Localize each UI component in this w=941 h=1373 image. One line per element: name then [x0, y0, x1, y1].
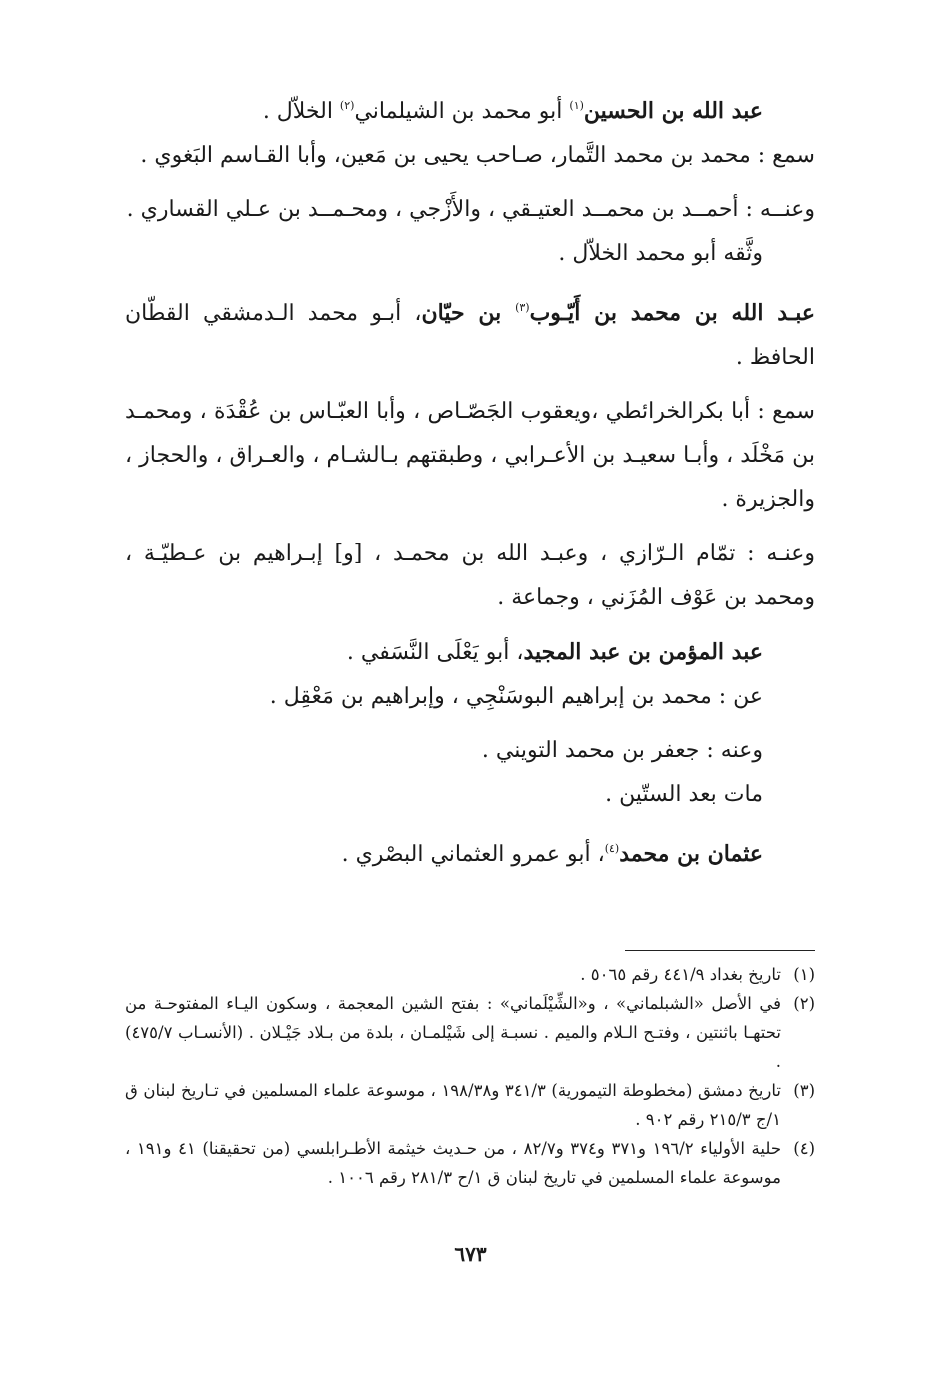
footnote — [125, 960, 815, 989]
entry-teachers: سمع : أبا بكرالخرائطي ،ويعقوب الجَصّـاص ، وأبا العبّـاس بن عُقْدَة ، ومحمـد بن مَخْلَد ، وأبـا سعيـد بن الأعـرابي ، وطبقتهم بـالشـام ، والعـراق ، والحجاز ، والجزيرة . — [125, 399, 815, 512]
entry-name: عثمان بن محمد — [619, 841, 763, 867]
footnote-number: (١) — [793, 965, 815, 984]
entry-kunya: ، أبو يَعْلَى النَّسَفي . — [346, 640, 524, 665]
footnote-text: تاريخ بغداد ٤٤١/٩ رقم ٥٠٦٥ . — [580, 965, 781, 984]
entry-students: وعنـه : تمّام الـرّازي ، وعبـد الله بن محمـد ، [و] إبـراهيم بن عـطيّـة ، ومحمد بن عَوْف المُزَني ، وجماعة . — [125, 541, 815, 610]
entry-teachers: سمع : محمد بن محمد التَّمار، صـاحب يحيى بن مَعين، وأبا القـاسم البَغوي . — [140, 143, 815, 168]
entry-name: عبد الله بن الحسين — [583, 98, 763, 124]
footnote-text: تاريخ دمشق (مخطوطة التيمورية) ٣٤١/٣ و١٩٨/٣٨ ، موسوعة علماء المسلمين في تـاريخ لبنان ق ١/ج ٢١٥/٣ رقم ٩٠٢ . — [125, 1081, 782, 1129]
footnote-divider — [625, 950, 815, 951]
entry-name: عبـد الله بن محمد بن أَيّـوب — [529, 300, 815, 326]
main-text — [125, 78, 815, 877]
footnote-ref: (١) — [569, 99, 584, 112]
entry-name: عبد المؤمن بن عبد المجيد — [523, 639, 763, 665]
entry-kunya: أبو محمد بن الشيلماني — [354, 99, 570, 124]
entry-note: وثَّقه أبو محمد الخلاّل . — [558, 241, 763, 266]
footnote — [125, 989, 815, 1076]
page-number: ٦٧٣ — [454, 1242, 487, 1266]
footnote-text: في الأصل «الشبلماني» ، و«الشِّيْلَماني» : بفتح الشين المعجمة ، وسكون اليـاء المفتوحـة من تحتهـا باثنتين ، وفتـح الـلام والميم . نسبـة إلى شَيْلمـان ، بلدة من بـلاد جَيْـلان . (الأنسـاب ٤٧٥/٧) . — [125, 994, 781, 1071]
footnote-ref: (٣) — [515, 301, 530, 314]
footnote-number: (٣) — [793, 1081, 815, 1100]
entry-death: مات بعد الستّين . — [605, 782, 763, 807]
entry-name-rest: بن حيّان — [421, 300, 516, 326]
entry-students: وعنــه : أحمــد بن محمــد العتيـقي ، والأَزْجي ، ومحـمــد بن عـلي القساري . — [126, 197, 815, 222]
footnote — [125, 1076, 815, 1134]
footnote-text: حلية الأولياء ١٩٦/٢ و٣٧١ و٣٧٤ و٨٢/٧ ، من حـديث خيثمة الأطـرابلسي (من تحقيقنا) ٤١ و١٩١ ، موسوعة علماء المسلمين في تاريخ لبنان ق ١/ح ٢٨١/٣ رقم ١٠٠٦ . — [125, 1139, 782, 1187]
entry-teachers: عن : محمد بن إبراهيم البوسَنْجِي ، وإبراهيم بن مَعْقِل . — [269, 684, 763, 709]
footnotes — [125, 960, 815, 1192]
entry-heading — [125, 84, 815, 134]
footnote — [125, 1134, 815, 1192]
footnote-number: (٢) — [793, 994, 815, 1013]
entry-heading — [125, 630, 815, 675]
entry-kunya: ، أبـو محمد الـدمشقي القطّان الحافظ . — [125, 301, 815, 370]
footnote-ref: (٤) — [604, 842, 620, 855]
entry-heading — [125, 827, 815, 877]
entry-students: وعنه : جعفر بن محمد التويني . — [481, 738, 763, 763]
entry-heading — [125, 286, 815, 380]
entry-kunya: ، أبو عمرو العثماني البصْري . — [341, 842, 605, 867]
footnote-ref: (٢) — [339, 99, 355, 112]
footnote-number: (٤) — [793, 1139, 815, 1158]
entry-kunya-rest: الخلاّل . — [262, 99, 340, 124]
